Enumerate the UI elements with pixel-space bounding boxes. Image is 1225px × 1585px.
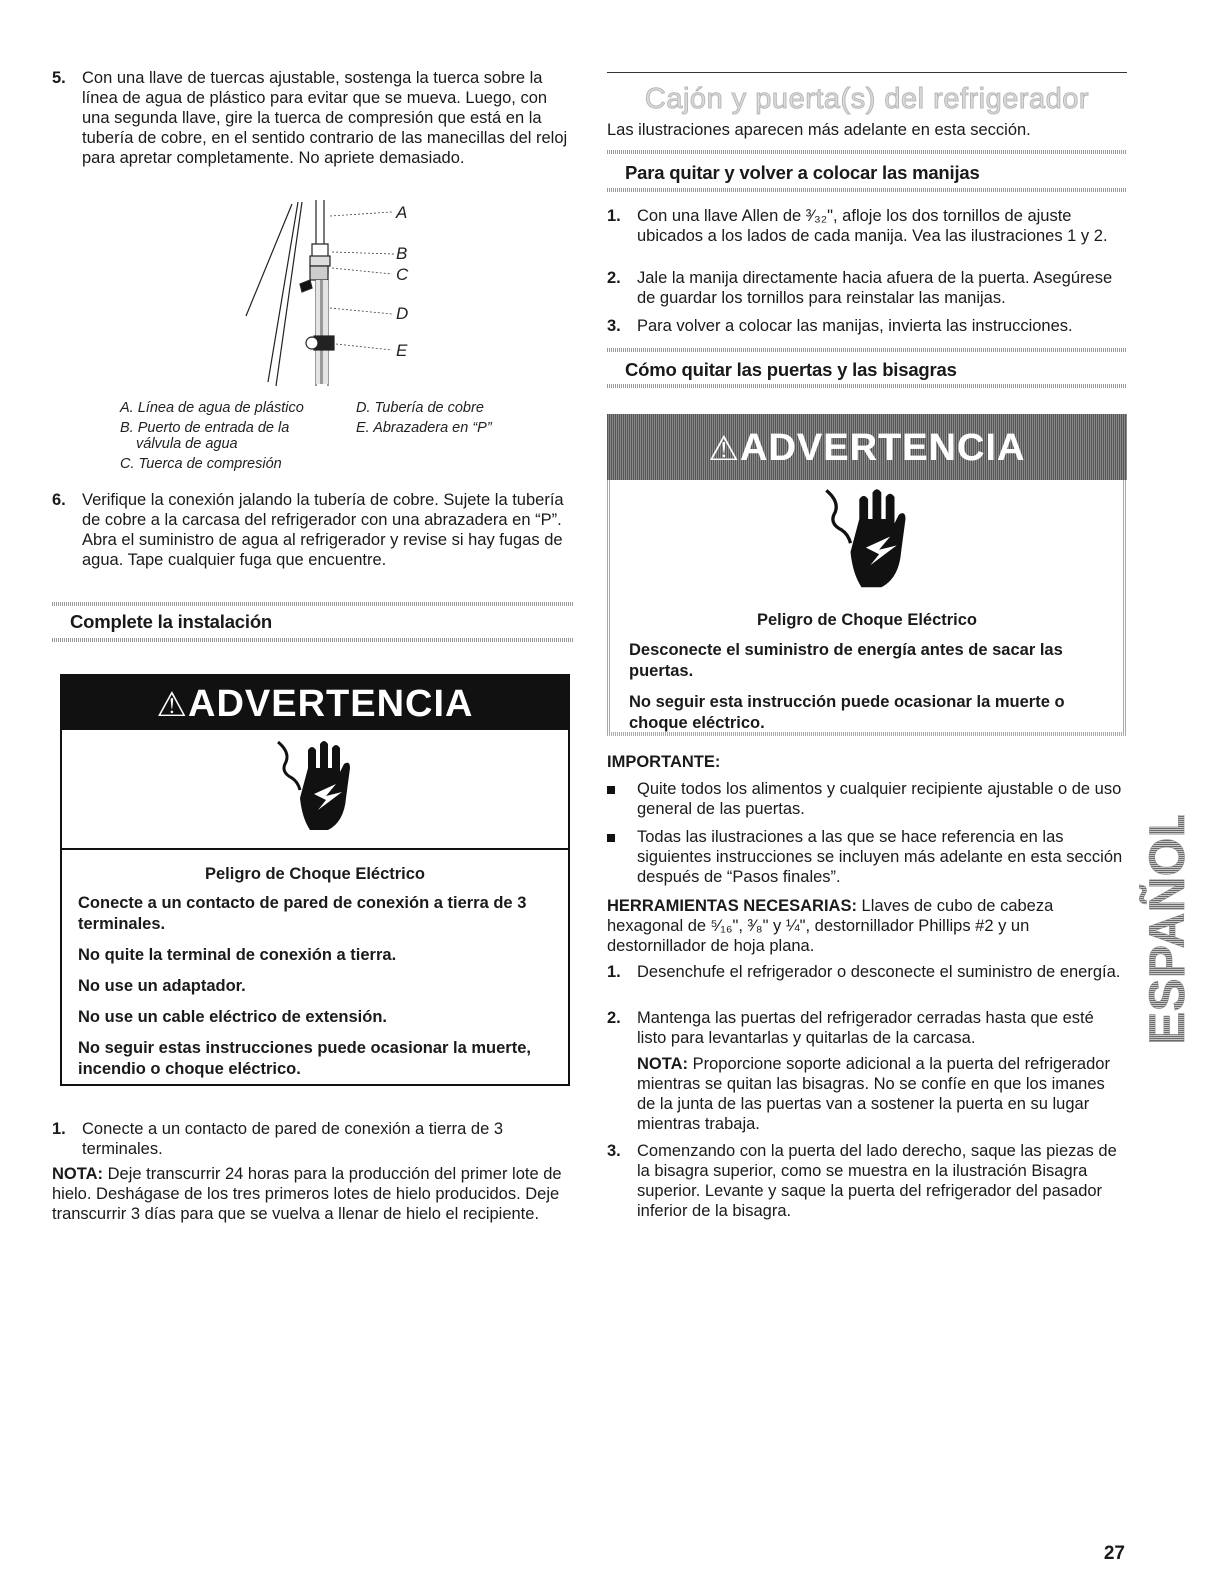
warning-line: No use un adaptador. [78, 977, 246, 995]
section-title: Cajón y puerta(s) del refrigerador [644, 83, 1090, 115]
diagram-label-c: C [396, 265, 409, 284]
step-text: Con una llave Allen de ³⁄₃₂", afloje los dos tornillos de ajuste ubicados a los lados de cada manija. Vea las ilustraciones 1 y 2. [637, 207, 1108, 245]
warning-line: Conecte a un contacto de pared de conexión a tierra de 3 terminales. [78, 894, 527, 933]
diagram-label-d: D [396, 304, 409, 323]
section-divider [607, 348, 1127, 352]
handles-heading: Para quitar y volver a colocar las manijas [625, 162, 980, 183]
warning-icon-area [611, 480, 1123, 605]
caption-c: C. Tuerca de compresión [120, 456, 282, 472]
note-label: NOTA: [637, 1055, 689, 1073]
list-item [607, 779, 1127, 819]
step-number: 1. [607, 963, 621, 981]
step-note [637, 1054, 1127, 1134]
diagram-label-e: E [396, 341, 408, 360]
doors-step-1 [607, 962, 1127, 982]
step-text [637, 1008, 1127, 1134]
bullet-text: Todas las ilustraciones a las que se hace referencia en las siguientes instrucciones se incluyen más adelante en esta sección después de “Pasos finales”. [637, 828, 1123, 886]
step-number: 5. [52, 69, 66, 87]
warning-line: No use un cable eléctrico de extensión. [78, 1008, 388, 1026]
step-number: 6. [52, 491, 66, 509]
important-label: IMPORTANTE: [607, 753, 721, 771]
handles-step-2 [607, 268, 1127, 308]
water-line-diagram [232, 196, 432, 392]
warning-banner-text: ADVERTENCIA [740, 427, 1026, 469]
note-label: NOTA: [52, 1165, 104, 1183]
doors-step-3 [607, 1141, 1127, 1221]
step-number: 3. [607, 317, 621, 335]
step-text: Comenzando con la puerta del lado derecho, saque las piezas de la bisagra superior, como se muestra en la ilustración Bisagra superior. Levante y saque la puerta del refrigerador del pasador inferior de la bisagra. [637, 1142, 1117, 1220]
warning-banner [607, 414, 1127, 480]
section-divider [607, 188, 1127, 192]
step-number: 2. [607, 269, 621, 287]
handles-step-1 [607, 206, 1127, 246]
warning-line: No seguir esta instrucción puede ocasionar la muerte o choque eléctrico. [629, 693, 1065, 732]
caption-a: A. Línea de agua de plástico [120, 400, 304, 416]
warning-box-installation [60, 674, 570, 1086]
section-divider [52, 602, 574, 606]
warning-body [62, 850, 568, 1080]
section-intro: Las ilustraciones aparecen más adelante en esta sección. [607, 121, 1031, 139]
warning-title: Peligro de Choque Eléctrico [204, 865, 426, 883]
caption-b-cont: válvula de agua [136, 436, 238, 452]
warning-triangle-icon: ⚠ [708, 430, 740, 468]
step-text: Desenchufe el refrigerador o desconecte el suministro de energía. [637, 963, 1121, 981]
caption-d: D. Tubería de cobre [356, 400, 484, 416]
step-number: 3. [607, 1142, 621, 1160]
step-text: Con una llave de tuercas ajustable, sostenga la tuerca sobre la línea de agua de plástico para evitar que se mueva. Luego, con una segunda llave, gire la tuerca de compresión que está en la tubería de cobre, en el sentido contrario de las manecillas del reloj para apretar completamente. No apriete demasiado. [82, 69, 568, 167]
step-number: 2. [607, 1009, 621, 1027]
warning-line: Desconecte el suministro de energía antes de sacar las puertas. [629, 641, 1063, 680]
side-tab-label: ESPAÑOL [1139, 815, 1195, 1045]
warning-line: No seguir estas instrucciones puede ocasionar la muerte, incendio o choque eléctrico. [78, 1039, 531, 1078]
step-text: Conecte a un contacto de pared de conexión a tierra de 3 terminales. [82, 1120, 504, 1158]
tools-needed [607, 896, 1127, 956]
section-divider [52, 638, 574, 642]
tools-text: Llaves de cubo de cabeza hexagonal de ⁵⁄₁₆", ³⁄₈" y ¼", destornillador Phillips #2 y un destornillador de hoja plana. [607, 897, 1054, 955]
step-6 [52, 490, 574, 570]
warning-line: No quite la terminal de conexión a tierra. [78, 946, 397, 964]
step-text: Para volver a colocar las manijas, invierta las instrucciones. [637, 317, 1073, 335]
electric-shock-hand-icon [817, 486, 917, 596]
bullet-text: Quite todos los alimentos y cualquier recipiente ajustable o de uso general de las puertas. [637, 780, 1122, 818]
bullet-icon [607, 779, 637, 819]
step-1-connect [52, 1119, 574, 1159]
page-number: 27 [1103, 1543, 1125, 1564]
step-body: Mantenga las puertas del refrigerador cerradas hasta que esté listo para levantarlas y quitarlas de la carcasa. [637, 1009, 1094, 1047]
diagram-label-a: A [396, 203, 408, 222]
warning-triangle-icon: ⚠ [156, 686, 188, 724]
warning-body [611, 604, 1123, 732]
language-side-tab [1134, 815, 1204, 1055]
doors-step-2 [607, 1008, 1127, 1134]
diagram-label-b: B [396, 244, 408, 263]
step-number: 1. [52, 1120, 66, 1138]
electric-shock-hand-icon [270, 738, 360, 838]
bullet-icon [607, 827, 637, 887]
step-text: Verifique la conexión jalando la tubería de cobre. Sujete la tubería de cobre a la carcasa del refrigerador con una abrazadera en “P”. Abra el suministro de agua al refrigerador y revise si hay fugas de agua. Tape cualquier fuga que encuentre. [82, 491, 564, 569]
warning-box-doors [607, 414, 1127, 736]
list-item [607, 827, 1127, 887]
warning-icon-area [62, 730, 568, 850]
step-number: 1. [607, 207, 621, 225]
top-rule [607, 72, 1127, 73]
warning-banner-text: ADVERTENCIA [188, 683, 474, 725]
complete-installation-heading: Complete la instalación [70, 611, 273, 632]
note-text: Proporcione soporte adicional a la puerta del refrigerador mientras se quitan las bisagras. No se confíe en que los imanes de la junta de las puertas van a sostener la puerta en su lugar mientras trabaja. [637, 1055, 1110, 1133]
tools-label: HERRAMIENTAS NECESARIAS: [607, 897, 857, 915]
step-text: Jale la manija directamente hacia afuera de la puerta. Asegúrese de guardar los tornillos para reinstalar las manijas. [637, 269, 1113, 307]
ice-note [52, 1164, 574, 1224]
handles-step-3 [607, 316, 1127, 336]
caption-b: B. Puerto de entrada de la [120, 420, 290, 436]
caption-e: E. Abrazadera en “P” [356, 420, 492, 436]
note-text: Deje transcurrir 24 horas para la producción del primer lote de hielo. Deshágase de los tres primeros lotes de hielo producidos. Deje transcurrir 3 días para que se vuelva a llenar de hielo el recipiente. [52, 1165, 562, 1223]
warning-title: Peligro de Choque Eléctrico [756, 611, 978, 629]
step-5 [52, 68, 574, 168]
section-divider [607, 384, 1127, 388]
section-divider [607, 150, 1127, 154]
warning-banner [62, 676, 568, 730]
doors-heading: Cómo quitar las puertas y las bisagras [625, 359, 957, 380]
